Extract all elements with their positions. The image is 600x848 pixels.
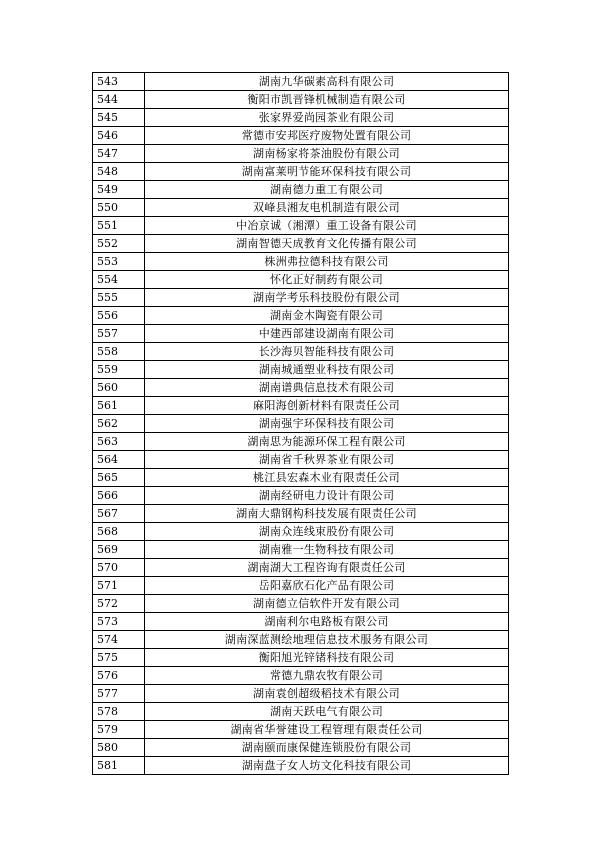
company-name: 湖南德立信软件开发有限公司 — [145, 595, 509, 613]
company-name: 湖南九华碳素高科有限公司 — [145, 73, 509, 91]
row-number: 548 — [93, 163, 145, 181]
table-row — [93, 271, 509, 289]
table-row — [93, 721, 509, 739]
company-name: 湖南学考乐科技股份有限公司 — [145, 289, 509, 307]
company-name: 湖南湖大工程咨询有限责任公司 — [145, 559, 509, 577]
company-name: 常德市安邦医疗废物处置有限公司 — [145, 127, 509, 145]
company-name: 麻阳海创新材料有限责任公司 — [145, 397, 509, 415]
row-number: 549 — [93, 181, 145, 199]
row-number: 555 — [93, 289, 145, 307]
table-row — [93, 541, 509, 559]
row-number: 543 — [93, 73, 145, 91]
company-name: 湖南谱典信息技术有限公司 — [145, 379, 509, 397]
company-name: 湖南德力重工有限公司 — [145, 181, 509, 199]
row-number: 572 — [93, 595, 145, 613]
company-name: 湖南利尔电路板有限公司 — [145, 613, 509, 631]
row-number: 557 — [93, 325, 145, 343]
table-row — [93, 343, 509, 361]
table-row — [93, 325, 509, 343]
table-row — [93, 757, 509, 775]
table-row — [93, 181, 509, 199]
table-row — [93, 379, 509, 397]
company-name: 湖南城通塑业科技有限公司 — [145, 361, 509, 379]
row-number: 564 — [93, 451, 145, 469]
company-name: 湖南雅一生物科技有限公司 — [145, 541, 509, 559]
company-name: 张家界爱尚园茶业有限公司 — [145, 109, 509, 127]
row-number: 578 — [93, 703, 145, 721]
row-number: 575 — [93, 649, 145, 667]
table-row — [93, 469, 509, 487]
row-number: 563 — [93, 433, 145, 451]
row-number: 574 — [93, 631, 145, 649]
company-name: 湖南智德天成教育文化传播有限公司 — [145, 235, 509, 253]
row-number: 552 — [93, 235, 145, 253]
row-number: 561 — [93, 397, 145, 415]
row-number: 571 — [93, 577, 145, 595]
company-name: 株洲弗拉德科技有限公司 — [145, 253, 509, 271]
row-number: 558 — [93, 343, 145, 361]
row-number: 547 — [93, 145, 145, 163]
table-row — [93, 577, 509, 595]
company-name: 岳阳嘉欣石化产品有限公司 — [145, 577, 509, 595]
row-number: 569 — [93, 541, 145, 559]
table-row — [93, 451, 509, 469]
table-row — [93, 397, 509, 415]
company-name: 湖南杨家将茶油股份有限公司 — [145, 145, 509, 163]
table-row — [93, 703, 509, 721]
company-name: 湖南省华誉建设工程管理有限责任公司 — [145, 721, 509, 739]
table-row — [93, 127, 509, 145]
row-number: 566 — [93, 487, 145, 505]
row-number: 553 — [93, 253, 145, 271]
company-name: 湖南思为能源环保工程有限公司 — [145, 433, 509, 451]
row-number: 559 — [93, 361, 145, 379]
table-row — [93, 73, 509, 91]
table-row — [93, 631, 509, 649]
company-name: 湖南盘子女人坊文化科技有限公司 — [145, 757, 509, 775]
company-name: 湖南众连线束股份有限公司 — [145, 523, 509, 541]
table-row — [93, 595, 509, 613]
row-number: 544 — [93, 91, 145, 109]
row-number: 562 — [93, 415, 145, 433]
company-name: 长沙海贝智能科技有限公司 — [145, 343, 509, 361]
row-number: 568 — [93, 523, 145, 541]
row-number: 565 — [93, 469, 145, 487]
company-list-table — [92, 72, 509, 775]
row-number: 556 — [93, 307, 145, 325]
table-row — [93, 415, 509, 433]
company-name: 湖南金木陶瓷有限公司 — [145, 307, 509, 325]
table-row — [93, 523, 509, 541]
row-number: 580 — [93, 739, 145, 757]
company-name: 湖南大鼎钢构科技发展有限责任公司 — [145, 505, 509, 523]
company-name: 湖南经研电力设计有限公司 — [145, 487, 509, 505]
table-row — [93, 739, 509, 757]
row-number: 570 — [93, 559, 145, 577]
row-number: 573 — [93, 613, 145, 631]
table-row — [93, 145, 509, 163]
company-name: 湖南颐而康保健连锁股份有限公司 — [145, 739, 509, 757]
row-number: 560 — [93, 379, 145, 397]
table-row — [93, 505, 509, 523]
company-list-body — [93, 73, 509, 775]
row-number: 567 — [93, 505, 145, 523]
company-name: 湖南省千秋界茶业有限公司 — [145, 451, 509, 469]
company-name: 湖南袁创超级稻技术有限公司 — [145, 685, 509, 703]
company-name: 中冶京诚（湘潭）重工设备有限公司 — [145, 217, 509, 235]
row-number: 546 — [93, 127, 145, 145]
table-row — [93, 613, 509, 631]
company-name: 衡阳市凯晋锋机械制造有限公司 — [145, 91, 509, 109]
company-name: 常德九鼎农牧有限公司 — [145, 667, 509, 685]
table-row — [93, 361, 509, 379]
company-name: 中建西部建设湖南有限公司 — [145, 325, 509, 343]
company-name: 衡阳旭光锌锗科技有限公司 — [145, 649, 509, 667]
table-row — [93, 253, 509, 271]
company-name: 湖南强宇环保科技有限公司 — [145, 415, 509, 433]
table-row — [93, 487, 509, 505]
company-name: 双峰县湘友电机制造有限公司 — [145, 199, 509, 217]
table-row — [93, 307, 509, 325]
table-row — [93, 685, 509, 703]
table-row — [93, 649, 509, 667]
table-row — [93, 109, 509, 127]
row-number: 579 — [93, 721, 145, 739]
row-number: 554 — [93, 271, 145, 289]
table-row — [93, 235, 509, 253]
row-number: 545 — [93, 109, 145, 127]
row-number: 581 — [93, 757, 145, 775]
table-row — [93, 199, 509, 217]
table-row — [93, 163, 509, 181]
company-name: 湖南天跃电气有限公司 — [145, 703, 509, 721]
table-row — [93, 289, 509, 307]
row-number: 550 — [93, 199, 145, 217]
company-name: 湖南深蓝测绘地理信息技术服务有限公司 — [145, 631, 509, 649]
row-number: 576 — [93, 667, 145, 685]
table-row — [93, 217, 509, 235]
company-name: 怀化正好制药有限公司 — [145, 271, 509, 289]
table-row — [93, 91, 509, 109]
table-row — [93, 667, 509, 685]
table-row — [93, 433, 509, 451]
row-number: 577 — [93, 685, 145, 703]
table-row — [93, 559, 509, 577]
company-name: 桃江县宏森木业有限责任公司 — [145, 469, 509, 487]
company-name: 湖南富莱明节能环保科技有限公司 — [145, 163, 509, 181]
row-number: 551 — [93, 217, 145, 235]
